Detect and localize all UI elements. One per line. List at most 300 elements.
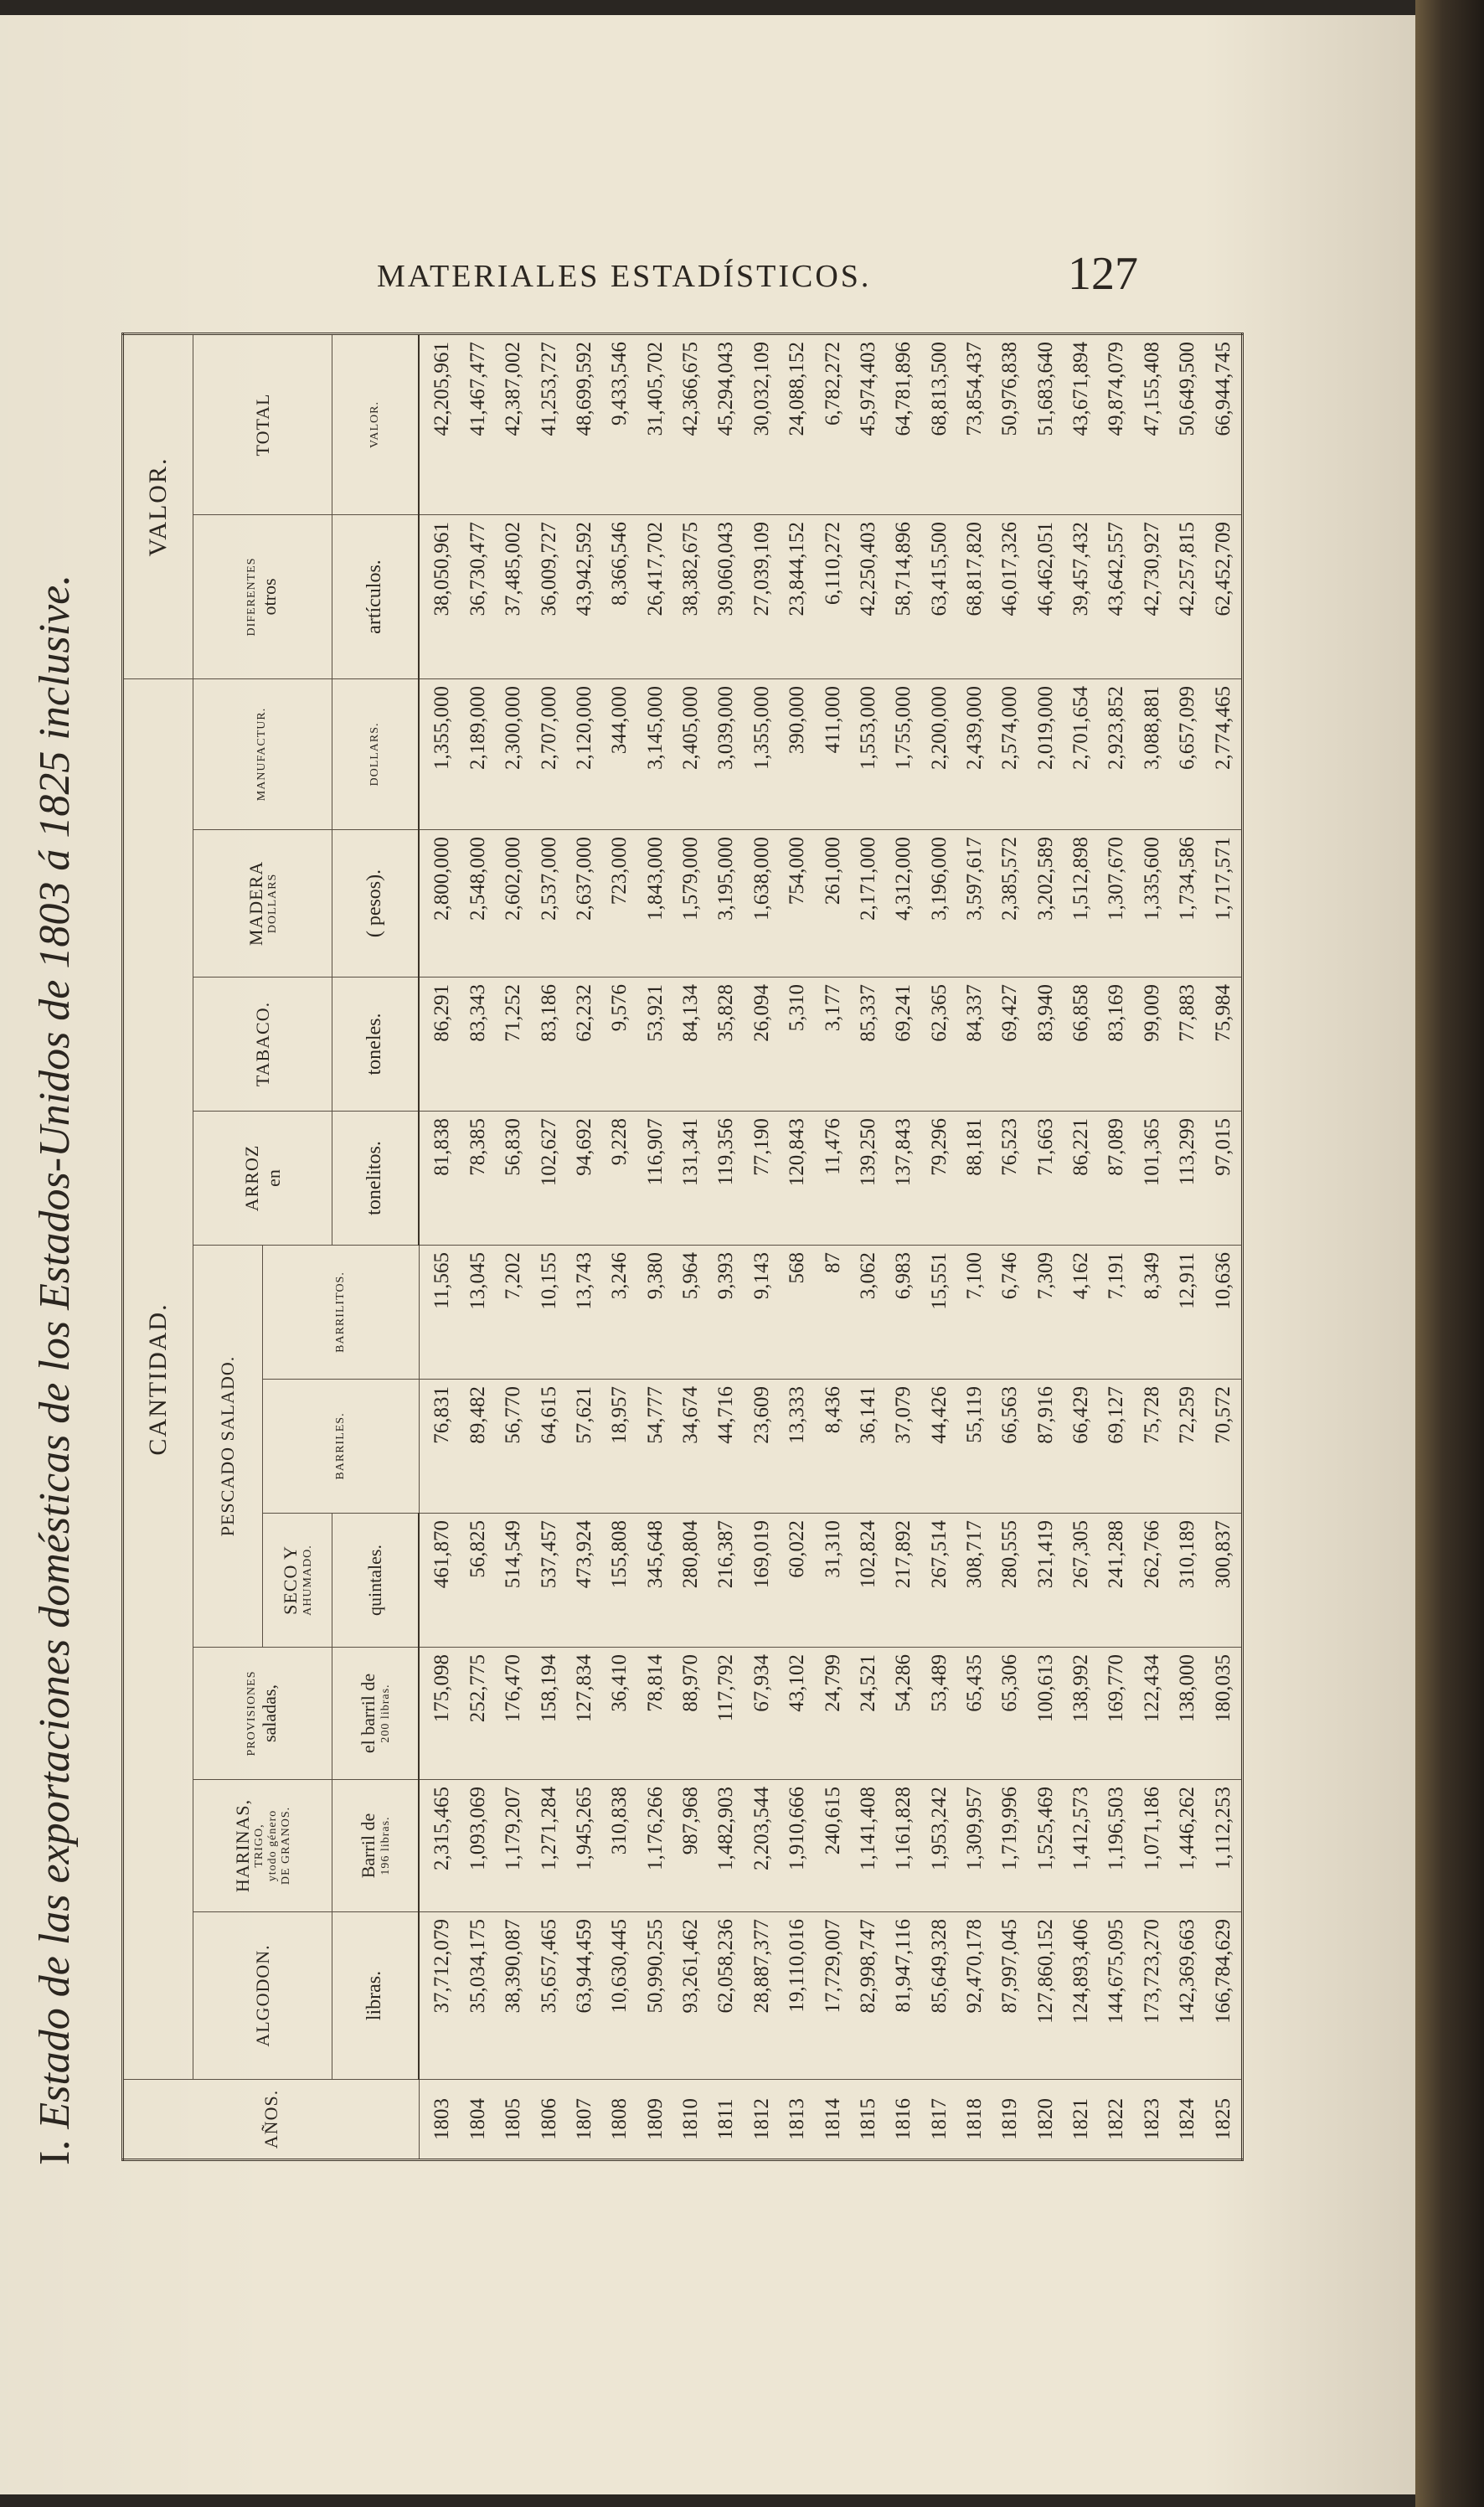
value-cell: 1,446,262 bbox=[1170, 1780, 1205, 1912]
value-cell: 127,860,152 bbox=[1028, 1912, 1064, 2080]
value-cell: 39,457,432 bbox=[1064, 515, 1099, 679]
header-barrilitos: BARRILITOS. bbox=[263, 1246, 420, 1380]
value-cell: 411,000 bbox=[815, 679, 850, 830]
value-cell: 1,071,186 bbox=[1135, 1780, 1170, 1912]
value-cell: 62,232 bbox=[567, 978, 602, 1112]
value-cell: 9,576 bbox=[602, 978, 637, 1112]
value-cell: 241,288 bbox=[1099, 1514, 1134, 1648]
value-cell: 78,814 bbox=[638, 1648, 673, 1780]
value-cell: 64,615 bbox=[532, 1380, 567, 1514]
value-cell: 84,337 bbox=[957, 978, 992, 1112]
value-cell: 77,190 bbox=[745, 1112, 780, 1246]
year-cell: 1814 bbox=[815, 2080, 850, 2160]
value-cell: 24,521 bbox=[851, 1648, 886, 1780]
value-cell: 267,305 bbox=[1064, 1514, 1099, 1648]
group-cantidad: CANTIDAD. bbox=[123, 679, 193, 2080]
value-cell: 6,983 bbox=[886, 1246, 921, 1380]
value-cell: 169,019 bbox=[745, 1514, 780, 1648]
unit-algodon: libras. bbox=[332, 1912, 420, 2080]
value-cell: 390,000 bbox=[780, 679, 815, 830]
table-row bbox=[602, 334, 637, 2160]
table-row bbox=[419, 334, 461, 2160]
year-cell: 1823 bbox=[1135, 2080, 1170, 2160]
value-cell: 94,692 bbox=[567, 1112, 602, 1246]
value-cell: 36,141 bbox=[851, 1380, 886, 1514]
value-cell: 1,161,828 bbox=[886, 1780, 921, 1912]
value-cell: 2,200,000 bbox=[921, 679, 956, 830]
value-cell: 38,382,675 bbox=[673, 515, 709, 679]
header-algodon: ALGODON. bbox=[193, 1912, 332, 2080]
unit-toneles: toneles. bbox=[332, 978, 420, 1112]
value-cell: 10,155 bbox=[532, 1246, 567, 1380]
value-cell: 24,088,152 bbox=[780, 334, 815, 515]
value-cell: 124,893,406 bbox=[1064, 1912, 1099, 2080]
value-cell: 7,191 bbox=[1099, 1246, 1134, 1380]
value-cell: 1,412,573 bbox=[1064, 1780, 1099, 1912]
year-cell: 1803 bbox=[419, 2080, 461, 2160]
value-cell: 44,716 bbox=[709, 1380, 744, 1514]
value-cell: 15,551 bbox=[921, 1246, 956, 1380]
value-cell: 11,476 bbox=[815, 1112, 850, 1246]
value-cell: 11,565 bbox=[419, 1246, 461, 1380]
table-row bbox=[815, 334, 850, 2160]
value-cell: 42,205,961 bbox=[419, 334, 461, 515]
header-trigo: TRIGO, bbox=[253, 1824, 265, 1868]
table-row bbox=[1099, 334, 1134, 2160]
unit-barril: Barril de bbox=[358, 1813, 379, 1879]
value-cell: 101,365 bbox=[1135, 1112, 1170, 1246]
value-cell: 70,572 bbox=[1205, 1380, 1242, 1514]
table-row bbox=[532, 334, 567, 2160]
value-cell: 36,410 bbox=[602, 1648, 637, 1780]
value-cell: 44,426 bbox=[921, 1380, 956, 1514]
value-cell: 75,728 bbox=[1135, 1380, 1170, 1514]
value-cell: 138,000 bbox=[1170, 1648, 1205, 1780]
value-cell: 120,843 bbox=[780, 1112, 815, 1246]
group-valor: VALOR. bbox=[123, 334, 193, 679]
value-cell: 45,294,043 bbox=[709, 334, 744, 515]
value-cell: 723,000 bbox=[602, 830, 637, 978]
table-row bbox=[780, 334, 815, 2160]
year-cell: 1811 bbox=[709, 2080, 744, 2160]
value-cell: 43,642,557 bbox=[1099, 515, 1134, 679]
value-cell: 1,525,469 bbox=[1028, 1780, 1064, 1912]
value-cell: 34,674 bbox=[673, 1380, 709, 1514]
value-cell: 71,663 bbox=[1028, 1112, 1064, 1246]
value-cell: 1,271,284 bbox=[532, 1780, 567, 1912]
table-row bbox=[567, 334, 602, 2160]
value-cell: 88,181 bbox=[957, 1112, 992, 1246]
value-cell: 71,252 bbox=[496, 978, 531, 1112]
value-cell: 100,613 bbox=[1028, 1648, 1064, 1780]
value-cell: 63,944,459 bbox=[567, 1912, 602, 2080]
value-cell: 2,548,000 bbox=[461, 830, 496, 978]
value-cell: 1,141,408 bbox=[851, 1780, 886, 1912]
value-cell: 67,934 bbox=[745, 1648, 780, 1780]
year-cell: 1821 bbox=[1064, 2080, 1099, 2160]
table-row bbox=[886, 334, 921, 2160]
header-tabaco: TABACO. bbox=[193, 978, 332, 1112]
value-cell: 27,039,109 bbox=[745, 515, 780, 679]
value-cell: 37,485,002 bbox=[496, 515, 531, 679]
value-cell: 7,100 bbox=[957, 1246, 992, 1380]
year-cell: 1818 bbox=[957, 2080, 992, 2160]
value-cell: 62,058,236 bbox=[709, 1912, 744, 2080]
value-cell: 41,253,727 bbox=[532, 334, 567, 515]
unit-valor: VALOR. bbox=[332, 334, 420, 515]
value-cell: 83,940 bbox=[1028, 978, 1064, 1112]
header-arroz: ARROZ bbox=[241, 1144, 263, 1212]
table-row bbox=[1205, 334, 1242, 2160]
value-cell: 46,462,051 bbox=[1028, 515, 1064, 679]
value-cell: 54,777 bbox=[638, 1380, 673, 1514]
value-cell: 1,176,266 bbox=[638, 1780, 673, 1912]
year-cell: 1825 bbox=[1205, 2080, 1242, 2160]
book-spine bbox=[1415, 0, 1484, 2507]
value-cell: 166,784,629 bbox=[1205, 1912, 1242, 2080]
value-cell: 39,060,043 bbox=[709, 515, 744, 679]
value-cell: 78,385 bbox=[461, 1112, 496, 1246]
table-row bbox=[957, 334, 992, 2160]
value-cell: 537,457 bbox=[532, 1514, 567, 1648]
value-cell: 88,970 bbox=[673, 1648, 709, 1780]
year-cell: 1807 bbox=[567, 2080, 602, 2160]
value-cell: 17,729,007 bbox=[815, 1912, 850, 2080]
value-cell: 308,717 bbox=[957, 1514, 992, 1648]
value-cell: 987,968 bbox=[673, 1780, 709, 1912]
value-cell: 13,045 bbox=[461, 1246, 496, 1380]
value-cell: 6,746 bbox=[992, 1246, 1028, 1380]
value-cell: 50,649,500 bbox=[1170, 334, 1205, 515]
value-cell: 2,120,000 bbox=[567, 679, 602, 830]
header-madera: MADERA bbox=[245, 860, 266, 947]
value-cell: 3,088,881 bbox=[1135, 679, 1170, 830]
value-cell: 97,015 bbox=[1205, 1112, 1242, 1246]
value-cell: 46,017,326 bbox=[992, 515, 1028, 679]
value-cell: 2,602,000 bbox=[496, 830, 531, 978]
value-cell: 7,309 bbox=[1028, 1246, 1064, 1380]
value-cell: 42,257,815 bbox=[1170, 515, 1205, 679]
value-cell: 92,470,178 bbox=[957, 1912, 992, 2080]
value-cell: 69,127 bbox=[1099, 1380, 1134, 1514]
value-cell: 119,356 bbox=[709, 1112, 744, 1246]
value-cell: 169,770 bbox=[1099, 1648, 1134, 1780]
value-cell: 66,944,745 bbox=[1205, 334, 1242, 515]
value-cell: 1,553,000 bbox=[851, 679, 886, 830]
value-cell: 93,261,462 bbox=[673, 1912, 709, 2080]
header-seco-cell bbox=[263, 1514, 332, 1648]
unit-provisiones-cell bbox=[332, 1648, 420, 1780]
year-cell: 1809 bbox=[638, 2080, 673, 2160]
unit-libras200: 200 libras. bbox=[379, 1684, 392, 1743]
value-cell: 66,858 bbox=[1064, 978, 1099, 1112]
caption-number: I. bbox=[31, 2139, 79, 2165]
value-cell: 142,369,663 bbox=[1170, 1912, 1205, 2080]
header-arroz-en: en bbox=[262, 1169, 284, 1187]
value-cell: 1,717,571 bbox=[1205, 830, 1242, 978]
value-cell: 216,387 bbox=[709, 1514, 744, 1648]
value-cell: 261,000 bbox=[815, 830, 850, 978]
value-cell: 87,916 bbox=[1028, 1380, 1064, 1514]
value-cell: 24,799 bbox=[815, 1648, 850, 1780]
value-cell: 83,169 bbox=[1099, 978, 1134, 1112]
value-cell: 55,119 bbox=[957, 1380, 992, 1514]
value-cell: 117,792 bbox=[709, 1648, 744, 1780]
value-cell: 58,714,896 bbox=[886, 515, 921, 679]
year-cell: 1822 bbox=[1099, 2080, 1134, 2160]
value-cell: 65,435 bbox=[957, 1648, 992, 1780]
value-cell: 56,830 bbox=[496, 1112, 531, 1246]
value-cell: 77,883 bbox=[1170, 978, 1205, 1112]
header-ytodo: ytodo género bbox=[266, 1809, 280, 1882]
value-cell: 9,393 bbox=[709, 1246, 744, 1380]
value-cell: 240,615 bbox=[815, 1780, 850, 1912]
value-cell: 2,019,000 bbox=[1028, 679, 1064, 830]
value-cell: 13,333 bbox=[780, 1380, 815, 1514]
value-cell: 9,433,546 bbox=[602, 334, 637, 515]
value-cell: 2,537,000 bbox=[532, 830, 567, 978]
value-cell: 43,102 bbox=[780, 1648, 815, 1780]
value-cell: 1,638,000 bbox=[745, 830, 780, 978]
value-cell: 2,574,000 bbox=[992, 679, 1028, 830]
value-cell: 4,162 bbox=[1064, 1246, 1099, 1380]
value-cell: 47,155,408 bbox=[1135, 334, 1170, 515]
value-cell: 5,310 bbox=[780, 978, 815, 1112]
value-cell: 41,467,477 bbox=[461, 334, 496, 515]
header-ahumado: AHUMADO. bbox=[301, 1545, 314, 1616]
value-cell: 26,417,702 bbox=[638, 515, 673, 679]
value-cell: 23,609 bbox=[745, 1380, 780, 1514]
header-harinas: HARINAS, bbox=[231, 1798, 253, 1893]
table-row bbox=[673, 334, 709, 2160]
value-cell: 3,202,589 bbox=[1028, 830, 1064, 978]
header-provisiones: PROVISIONES bbox=[245, 1670, 258, 1756]
value-cell: 1,355,000 bbox=[745, 679, 780, 830]
value-cell: 1,734,586 bbox=[1170, 830, 1205, 978]
value-cell: 37,712,079 bbox=[419, 1912, 461, 2080]
value-cell: 42,250,403 bbox=[851, 515, 886, 679]
value-cell: 3,145,000 bbox=[638, 679, 673, 830]
value-cell: 217,892 bbox=[886, 1514, 921, 1648]
header-manufactur: MANUFACTUR. bbox=[193, 679, 332, 830]
value-cell: 68,813,500 bbox=[921, 334, 956, 515]
value-cell: 138,992 bbox=[1064, 1648, 1099, 1780]
value-cell: 173,723,270 bbox=[1135, 1912, 1170, 2080]
table-row bbox=[1135, 334, 1170, 2160]
year-cell: 1805 bbox=[496, 2080, 531, 2160]
value-cell: 65,306 bbox=[992, 1648, 1028, 1780]
year-cell: 1804 bbox=[461, 2080, 496, 2160]
value-cell: 113,299 bbox=[1170, 1112, 1205, 1246]
value-cell: 2,701,654 bbox=[1064, 679, 1099, 830]
value-cell: 87,997,045 bbox=[992, 1912, 1028, 2080]
year-cell: 1817 bbox=[921, 2080, 956, 2160]
value-cell: 18,957 bbox=[602, 1380, 637, 1514]
value-cell: 54,286 bbox=[886, 1648, 921, 1780]
header-granos: DE GRANOS. bbox=[280, 1806, 293, 1885]
value-cell: 57,621 bbox=[567, 1380, 602, 1514]
table-row bbox=[709, 334, 744, 2160]
year-cell: 1810 bbox=[673, 2080, 709, 2160]
header-seco: SECO Y bbox=[280, 1545, 301, 1615]
value-cell: 42,366,675 bbox=[673, 334, 709, 515]
value-cell: 2,707,000 bbox=[532, 679, 567, 830]
group-pescado: PESCADO SALADO. bbox=[193, 1246, 263, 1648]
value-cell: 62,452,709 bbox=[1205, 515, 1242, 679]
value-cell: 1,307,670 bbox=[1099, 830, 1134, 978]
value-cell: 35,828 bbox=[709, 978, 744, 1112]
value-cell: 12,911 bbox=[1170, 1246, 1205, 1380]
value-cell: 473,924 bbox=[567, 1514, 602, 1648]
unit-pesos: ( pesos). bbox=[332, 830, 420, 978]
value-cell: 85,337 bbox=[851, 978, 886, 1112]
value-cell: 83,186 bbox=[532, 978, 567, 1112]
table-body bbox=[419, 334, 1243, 2160]
value-cell: 2,637,000 bbox=[567, 830, 602, 978]
value-cell: 49,874,079 bbox=[1099, 334, 1134, 515]
value-cell: 137,843 bbox=[886, 1112, 921, 1246]
year-cell: 1819 bbox=[992, 2080, 1028, 2160]
value-cell: 5,964 bbox=[673, 1246, 709, 1380]
value-cell: 1,953,242 bbox=[921, 1780, 956, 1912]
value-cell: 86,291 bbox=[419, 978, 461, 1112]
value-cell: 1,719,996 bbox=[992, 1780, 1028, 1912]
value-cell: 514,549 bbox=[496, 1514, 531, 1648]
value-cell: 6,782,272 bbox=[815, 334, 850, 515]
year-cell: 1806 bbox=[532, 2080, 567, 2160]
value-cell: 3,039,000 bbox=[709, 679, 744, 830]
value-cell: 280,804 bbox=[673, 1514, 709, 1648]
value-cell: 6,657,099 bbox=[1170, 679, 1205, 830]
value-cell: 144,675,095 bbox=[1099, 1912, 1134, 2080]
value-cell: 63,415,500 bbox=[921, 515, 956, 679]
value-cell: 8,436 bbox=[815, 1380, 850, 1514]
value-cell: 2,189,000 bbox=[461, 679, 496, 830]
header-anos: AÑOS. bbox=[123, 2080, 420, 2160]
value-cell: 2,203,544 bbox=[745, 1780, 780, 1912]
value-cell: 86,221 bbox=[1064, 1112, 1099, 1246]
header-madera-cell bbox=[193, 830, 332, 978]
value-cell: 36,730,477 bbox=[461, 515, 496, 679]
value-cell: 6,110,272 bbox=[815, 515, 850, 679]
value-cell: 19,110,016 bbox=[780, 1912, 815, 2080]
value-cell: 23,844,152 bbox=[780, 515, 815, 679]
value-cell: 1,512,898 bbox=[1064, 830, 1099, 978]
value-cell: 73,854,437 bbox=[957, 334, 992, 515]
value-cell: 76,523 bbox=[992, 1112, 1028, 1246]
value-cell: 180,035 bbox=[1205, 1648, 1242, 1780]
value-cell: 28,887,377 bbox=[745, 1912, 780, 2080]
unit-quintales: quintales. bbox=[332, 1514, 420, 1648]
year-cell: 1813 bbox=[780, 2080, 815, 2160]
table-row bbox=[745, 334, 780, 2160]
header-dollars: DOLLARS bbox=[266, 873, 280, 934]
year-cell: 1824 bbox=[1170, 2080, 1205, 2160]
value-cell: 122,434 bbox=[1135, 1648, 1170, 1780]
value-cell: 85,649,328 bbox=[921, 1912, 956, 2080]
caption-text: Estado de las exportaciones domésticas de los Estados-Unidos de 1803 á 1825 inclusive. bbox=[31, 574, 79, 2129]
value-cell: 1,112,253 bbox=[1205, 1780, 1242, 1912]
table-row bbox=[1170, 334, 1205, 2160]
value-cell: 252,775 bbox=[461, 1648, 496, 1780]
value-cell: 35,034,175 bbox=[461, 1912, 496, 2080]
value-cell: 81,838 bbox=[419, 1112, 461, 1246]
value-cell: 155,808 bbox=[602, 1514, 637, 1648]
value-cell: 36,009,727 bbox=[532, 515, 567, 679]
year-cell: 1820 bbox=[1028, 2080, 1064, 2160]
unit-dollars: DOLLARS. bbox=[332, 679, 420, 830]
table-row bbox=[992, 334, 1028, 2160]
value-cell: 2,774,465 bbox=[1205, 679, 1242, 830]
value-cell: 3,195,000 bbox=[709, 830, 744, 978]
value-cell: 1,843,000 bbox=[638, 830, 673, 978]
year-cell: 1808 bbox=[602, 2080, 637, 2160]
value-cell: 116,907 bbox=[638, 1112, 673, 1246]
value-cell: 2,405,000 bbox=[673, 679, 709, 830]
value-cell: 3,177 bbox=[815, 978, 850, 1112]
unit-libras196: 196 libras. bbox=[379, 1816, 392, 1875]
value-cell: 68,817,820 bbox=[957, 515, 992, 679]
value-cell: 84,134 bbox=[673, 978, 709, 1112]
header-arroz-cell bbox=[193, 1112, 332, 1246]
value-cell: 102,627 bbox=[532, 1112, 567, 1246]
value-cell: 83,343 bbox=[461, 978, 496, 1112]
value-cell: 127,834 bbox=[567, 1648, 602, 1780]
value-cell: 1,945,265 bbox=[567, 1780, 602, 1912]
value-cell: 64,781,896 bbox=[886, 334, 921, 515]
value-cell: 69,427 bbox=[992, 978, 1028, 1112]
value-cell: 89,482 bbox=[461, 1380, 496, 1514]
value-cell: 8,366,546 bbox=[602, 515, 637, 679]
page-number: 127 bbox=[1068, 248, 1138, 300]
value-cell: 568 bbox=[780, 1246, 815, 1380]
value-cell: 4,312,000 bbox=[886, 830, 921, 978]
table-row bbox=[496, 334, 531, 2160]
value-cell: 262,766 bbox=[1135, 1514, 1170, 1648]
header-provisiones-cell bbox=[193, 1648, 332, 1780]
value-cell: 26,094 bbox=[745, 978, 780, 1112]
value-cell: 62,365 bbox=[921, 978, 956, 1112]
running-head: MATERIALES ESTADÍSTICOS. bbox=[377, 259, 872, 294]
header-saladas: saladas, bbox=[258, 1684, 280, 1743]
value-cell: 1,755,000 bbox=[886, 679, 921, 830]
value-cell: 87,089 bbox=[1099, 1112, 1134, 1246]
value-cell: 38,390,087 bbox=[496, 1912, 531, 2080]
value-cell: 1,093,069 bbox=[461, 1780, 496, 1912]
value-cell: 82,998,747 bbox=[851, 1912, 886, 2080]
value-cell: 131,341 bbox=[673, 1112, 709, 1246]
value-cell: 8,349 bbox=[1135, 1246, 1170, 1380]
header-otros: otros bbox=[258, 578, 280, 616]
year-cell: 1816 bbox=[886, 2080, 921, 2160]
value-cell: 158,194 bbox=[532, 1648, 567, 1780]
unit-tonelitos: tonelitos. bbox=[332, 1112, 420, 1246]
value-cell: 87 bbox=[815, 1246, 850, 1380]
value-cell: 31,310 bbox=[815, 1514, 850, 1648]
value-cell: 1,196,503 bbox=[1099, 1780, 1134, 1912]
value-cell: 280,555 bbox=[992, 1514, 1028, 1648]
value-cell: 53,921 bbox=[638, 978, 673, 1112]
value-cell: 45,974,403 bbox=[851, 334, 886, 515]
unit-elbarril: el barril de bbox=[358, 1673, 379, 1754]
value-cell: 38,050,961 bbox=[419, 515, 461, 679]
value-cell: 1,910,666 bbox=[780, 1780, 815, 1912]
value-cell: 31,405,702 bbox=[638, 334, 673, 515]
value-cell: 10,630,445 bbox=[602, 1912, 637, 2080]
value-cell: 9,143 bbox=[745, 1246, 780, 1380]
value-cell: 2,315,465 bbox=[419, 1780, 461, 1912]
header-barriles: BARRILES. bbox=[263, 1380, 420, 1514]
